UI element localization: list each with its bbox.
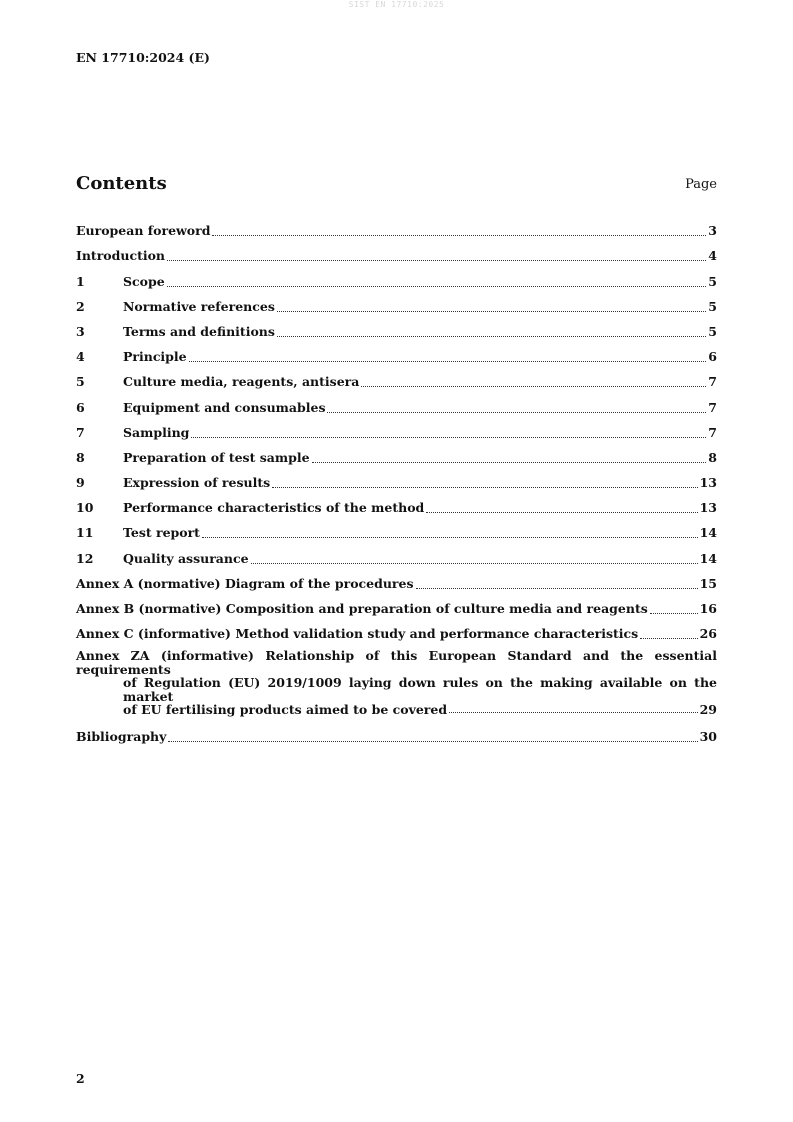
toc-entry-label: Expression of results	[123, 475, 271, 491]
contents-title: Contents	[76, 173, 167, 194]
toc-entry-label: Annex C (informative) Method validation study and performance characteristics	[76, 626, 639, 642]
toc-entry-page: 7	[708, 399, 717, 415]
toc-entry-label-line3: of EU fertilising products aimed to be covered	[123, 702, 448, 718]
toc-entry-number: 11	[76, 525, 94, 541]
toc-entry[interactable]	[76, 366, 717, 391]
toc-entry[interactable]	[76, 467, 717, 492]
toc-entry-page: 6	[708, 349, 717, 365]
table-of-contents	[76, 215, 717, 746]
toc-leader-dots	[189, 361, 707, 362]
toc-leader-dots	[191, 437, 706, 438]
toc-entry-page: 13	[699, 500, 717, 516]
toc-entry-page: 14	[699, 525, 717, 541]
toc-entry-number: 7	[76, 424, 85, 440]
page-number: 2	[76, 1071, 85, 1086]
watermark: SIST EN 17710:2025	[348, 0, 445, 9]
toc-entry-page: 29	[699, 702, 717, 718]
toc-leader-dots	[416, 588, 698, 589]
page-column-label: Page	[685, 177, 717, 192]
toc-entry[interactable]	[76, 492, 717, 517]
toc-entry-label: Culture media, reagents, antisera	[123, 374, 360, 390]
toc-entry-label: Terms and definitions	[123, 323, 275, 339]
toc-entry-number: 8	[76, 449, 85, 465]
toc-entry-label: Principle	[123, 349, 187, 365]
toc-entry-page: 30	[699, 728, 717, 744]
toc-entry[interactable]	[76, 341, 717, 366]
toc-list	[76, 215, 717, 643]
toc-entry-label: Introduction	[76, 248, 166, 264]
toc-leader-dots	[272, 487, 697, 488]
toc-entry[interactable]	[76, 442, 717, 467]
toc-entry-label: Test report	[123, 525, 200, 541]
toc-entry-label: Annex B (normative) Composition and preparation of culture media and reagents	[76, 601, 648, 616]
toc-leader-dots	[202, 537, 698, 538]
toc-entry-page: 15	[699, 575, 717, 591]
toc-entry-label: Equipment and consumables	[123, 399, 326, 415]
toc-entry-number: 5	[76, 374, 85, 390]
toc-entry[interactable]	[76, 517, 717, 542]
toc-entry[interactable]	[76, 291, 717, 316]
toc-leader-dots	[168, 741, 697, 742]
toc-entry[interactable]	[76, 568, 717, 593]
toc-entry-number: 6	[76, 399, 85, 415]
toc-entry-number: 9	[76, 475, 85, 491]
toc-entry-page: 7	[708, 374, 717, 390]
toc-entry-label-line2: of Regulation (EU) 2019/1009 laying down rules on the making available on the market	[123, 675, 717, 704]
toc-entry-label: Normative references	[123, 298, 275, 314]
toc-entry-annex-za[interactable]	[76, 643, 717, 717]
toc-entry-page: 26	[699, 626, 717, 642]
toc-entry-page: 14	[699, 550, 717, 566]
toc-entry[interactable]	[76, 417, 717, 442]
toc-entry-page: 5	[708, 298, 717, 314]
toc-leader-dots	[167, 286, 707, 287]
toc-entry-number: 2	[76, 298, 85, 314]
toc-leader-dots	[167, 260, 706, 261]
toc-entry-bibliography[interactable]	[76, 721, 717, 746]
toc-entry-number: 12	[76, 550, 94, 566]
toc-leader-dots	[251, 563, 698, 564]
toc-leader-dots	[361, 386, 706, 387]
toc-leader-dots	[212, 235, 706, 236]
toc-entry[interactable]	[76, 215, 717, 240]
toc-entry-label: Sampling	[123, 424, 190, 440]
toc-leader-dots	[277, 311, 706, 312]
toc-entry[interactable]	[76, 316, 717, 341]
toc-entry-page: 3	[708, 223, 717, 239]
toc-entry-page: 5	[708, 323, 717, 339]
toc-entry-label-line3-row	[76, 703, 717, 717]
toc-entry-page: 4	[708, 248, 717, 264]
toc-entry-number: 1	[76, 273, 85, 289]
toc-entry-page: 13	[699, 475, 717, 491]
toc-entry-page: 16	[699, 601, 717, 616]
toc-entry-page: 5	[708, 273, 717, 289]
toc-leader-dots	[426, 512, 697, 513]
toc-leader-dots	[449, 712, 698, 713]
toc-entry[interactable]	[76, 240, 717, 265]
toc-entry-number: 4	[76, 349, 85, 365]
toc-entry-label: Quality assurance	[123, 550, 249, 566]
toc-entry[interactable]	[76, 391, 717, 416]
document-header: EN 17710:2024 (E)	[76, 50, 210, 65]
toc-entry[interactable]	[76, 618, 717, 643]
toc-entry-label: Annex A (normative) Diagram of the procedures	[76, 575, 414, 591]
toc-leader-dots	[640, 638, 697, 639]
toc-leader-dots	[312, 462, 707, 463]
toc-entry-label: Bibliography	[76, 728, 167, 744]
toc-entry-page: 7	[708, 424, 717, 440]
toc-leader-dots	[277, 336, 706, 337]
toc-leader-dots	[327, 412, 706, 413]
toc-entry[interactable]	[76, 265, 717, 290]
toc-entry-label: Preparation of test sample	[123, 449, 310, 465]
toc-entry[interactable]	[76, 542, 717, 567]
toc-entry-number: 3	[76, 323, 85, 339]
toc-entry-label: Performance characteristics of the method	[123, 500, 425, 516]
toc-leader-dots	[650, 613, 698, 614]
toc-entry-label-line1: Annex ZA (informative) Relationship of this European Standard and the essential requirements	[76, 648, 717, 677]
toc-entry-label: Scope	[123, 273, 165, 289]
toc-entry[interactable]	[76, 593, 717, 618]
toc-entry-page: 8	[708, 449, 717, 465]
toc-entry-label: European foreword	[76, 223, 211, 239]
toc-entry-number: 10	[76, 500, 94, 516]
